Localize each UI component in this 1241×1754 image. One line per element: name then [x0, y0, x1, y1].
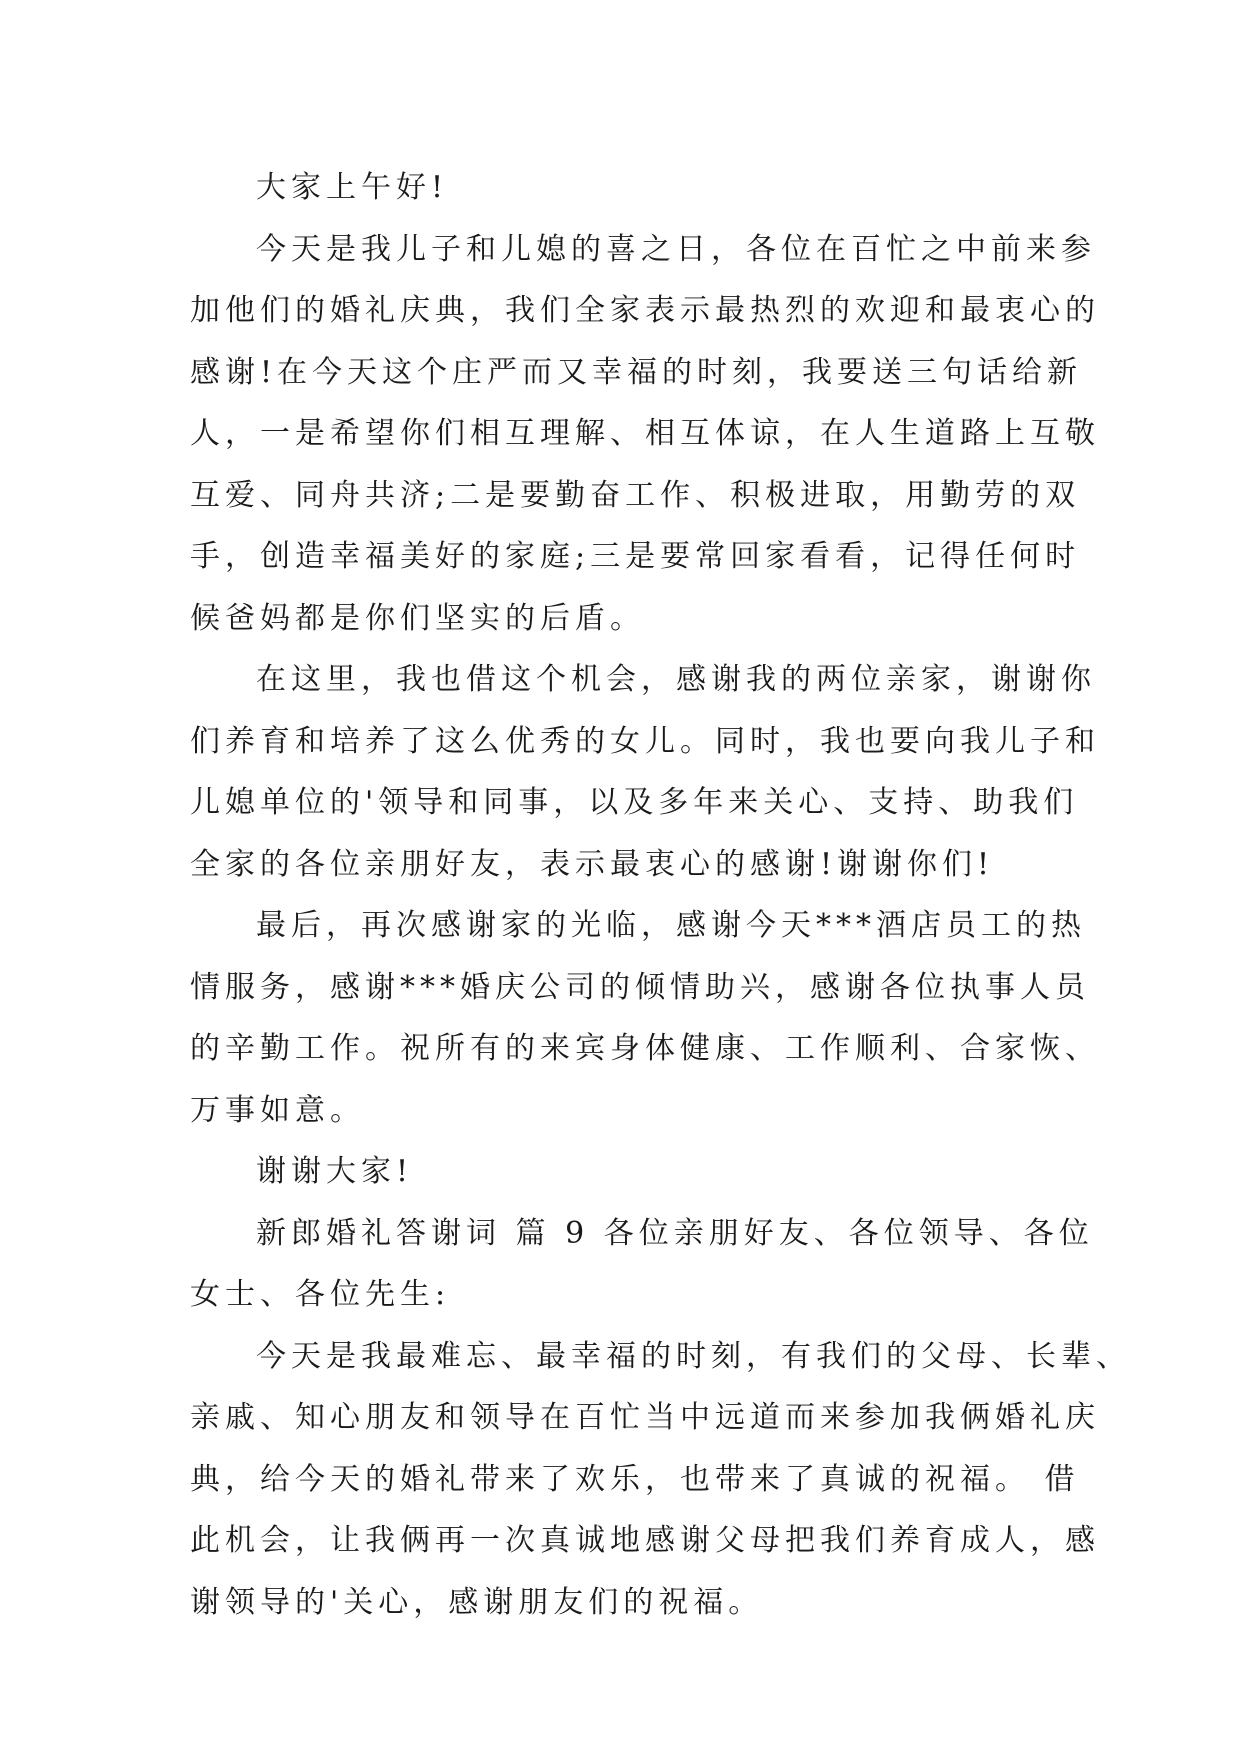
text-line: 此机会，让我俩再一次真诚地感谢父母把我们养育成人，感: [190, 1523, 1100, 1558]
text-line: 今天是我儿子和儿媳的喜之日，各位在百忙之中前来参: [256, 231, 1096, 267]
text-line: 谢谢大家!: [256, 1154, 414, 1189]
text-line: 儿媳单位的'领导和同事，以及多年来关心、支持、助我们: [190, 785, 1079, 820]
text-line: 今天是我最难忘、最幸福的时刻，有我们的父母、长辈、: [256, 1338, 1131, 1374]
text-line: 大家上午好!: [256, 170, 449, 205]
text-line: 新郎婚礼答谢词 篇 9 各位亲朋好友、各位领导、各位: [256, 1215, 1094, 1251]
text-line: 感谢!在今天这个庄严而又幸福的时刻，我要送三句话给新: [190, 354, 1083, 390]
text-line: 互爱、同舟共济;二是要勤奋工作、积极进取，用勤劳的双: [190, 477, 1081, 513]
text-line: 万事如意。: [190, 1092, 365, 1128]
text-line: 全家的各位亲朋好友，表示最衷心的感谢!谢谢你们!: [190, 846, 995, 882]
text-line: 典，给今天的婚礼带来了欢乐，也带来了真诚的祝福。 借: [190, 1461, 1080, 1497]
text-line: 们养育和培养了这么优秀的女儿。同时，我也要向我儿子和: [190, 723, 1100, 759]
text-line: 情服务，感谢***婚庆公司的倾情助兴，感谢各位执事人员: [190, 969, 1090, 1005]
text-line: 亲戚、知心朋友和领导在百忙当中远道而来参加我俩婚礼庆: [190, 1400, 1100, 1435]
text-line: 在这里，我也借这个机会，感谢我的两位亲家，谢谢你: [256, 662, 1096, 697]
document-body: [190, 157, 1131, 1633]
text-line: 加他们的婚礼庆典，我们全家表示最热烈的欢迎和最衷心的: [190, 293, 1100, 328]
text-line: 人，一是希望你们相互理解、相互体谅，在人生道路上互敬: [190, 416, 1100, 451]
text-line: 最后，再次感谢家的光临，感谢今天***酒店员工的热: [256, 908, 1086, 943]
text-line: 的辛勤工作。祝所有的来宾身体健康、工作顺利、合家恢、: [190, 1031, 1100, 1066]
text-line: 女士、各位先生:: [190, 1277, 451, 1312]
text-line: 候爸妈都是你们坚实的后盾。: [190, 600, 645, 636]
text-line: 手，创造幸福美好的家庭;三是要常回家看看，记得任何时: [190, 539, 1081, 574]
text-line: 谢领导的'关心，感谢朋友们的祝福。: [190, 1584, 764, 1620]
